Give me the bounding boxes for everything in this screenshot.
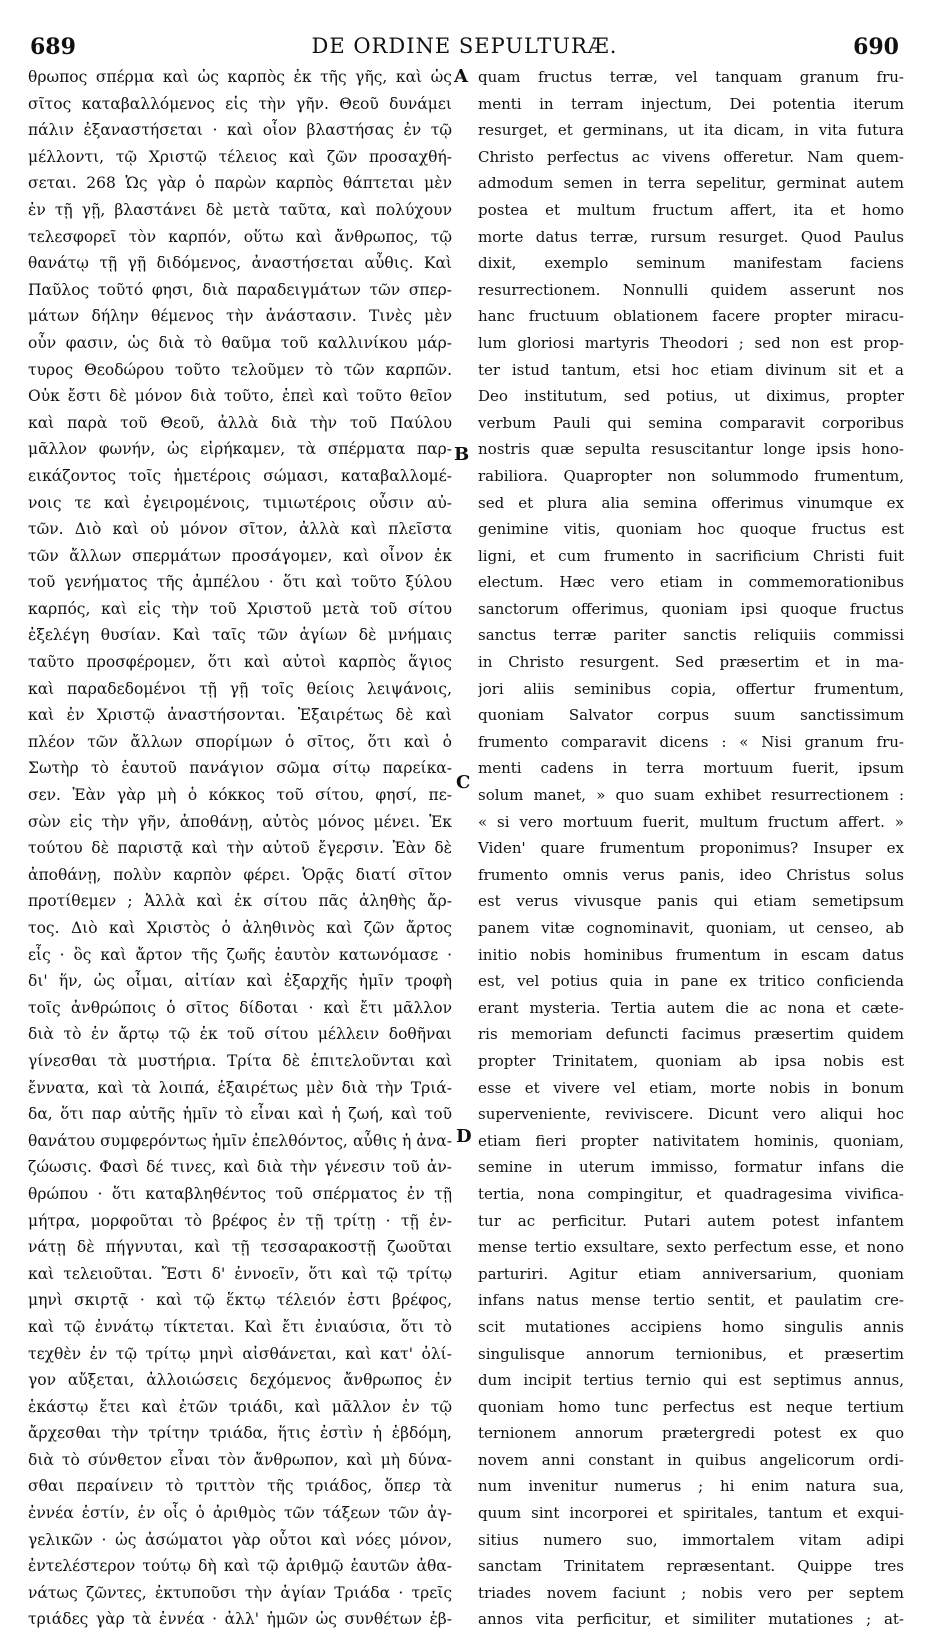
latin-text-line: annos vita perficitur, et similiter mutationes ; at- (478, 1610, 904, 1629)
latin-text-line: quam fructus terræ, vel tanquam granum fru- (478, 68, 904, 86)
greek-text-line: ἐντελέστερον τούτῳ δὴ καὶ τῷ ἀριθμῷ ἑαυτῶν ἀθα- (28, 1557, 452, 1576)
greek-text-line: Οὐκ ἔστι δὲ μόνον διὰ τοῦτο, ἐπεὶ καὶ τοῦτο θεῖον (28, 387, 452, 406)
greek-text-line: προτίθεμεν ; Ἀλλὰ καὶ ἐκ σίτου πᾶς ἀληθὴς ἄρ- (28, 892, 452, 911)
greek-text-column (28, 64, 452, 1633)
latin-text-line: quoniam homo tunc perfectus est neque tertium (478, 1397, 904, 1416)
latin-text-line: mense tertio exsultare, sexto perfectum esse, et nono (478, 1238, 904, 1257)
latin-text-line: num invenitur numerus ; hi enim natura sua, (478, 1477, 904, 1496)
greek-text-line: γον αὔξεται, ἀλλοιώσεις δεχόμενος ἄνθρωπος ἐν (28, 1371, 452, 1390)
latin-text-line: verbum Pauli qui semina comparavit corporibus (478, 413, 904, 432)
margin-marker-b: B (454, 444, 470, 465)
latin-text-line: genimine vitis, quoniam hoc quoque fructus est (478, 520, 904, 539)
page-number-right: 690 (853, 34, 899, 60)
latin-text-line: sanctam Trinitatem repræsentant. Quippe tres (478, 1557, 904, 1576)
latin-text-line: est, vel potius quia in pane ex tritico conficienda (478, 972, 904, 991)
latin-text-line: sanctorum offerimus, quoniam ipsi quoque fructus (478, 599, 904, 618)
greek-text-line: καὶ τῷ ἐννάτῳ τίκτεται. Καὶ ἔτι ἐνιαύσια, ὅτι τὸ (28, 1317, 452, 1336)
greek-text-line: νάτως ζῶντες, ἐκτυποῦσι τὴν ἁγίαν Τριάδα · τρεῖς (28, 1583, 452, 1602)
greek-text-line: θανάτῳ τῇ γῇ διδόμενος, ἀναστήσεται αὖθις. Καὶ (28, 254, 452, 273)
latin-text-line: tur ac perficitur. Putari autem potest infantem (478, 1211, 904, 1230)
greek-text-line: τεχθὲν ἐν τῷ τρίτῳ μηνὶ αἰσθάνεται, καὶ κατ' ὀλί- (28, 1344, 452, 1363)
greek-text-line: ἀποθάνῃ, πολὺν καρπὸν φέρει. Ὁρᾷς διατί σῖτον (28, 865, 452, 884)
latin-text-line: Deo institutum, sed potius, ut diximus, propter (478, 387, 904, 406)
latin-text-line: hanc fructuum oblationem facere propter miracu- (478, 307, 904, 326)
latin-text-line: ternionem annorum prætergredi potest ex quo (478, 1424, 904, 1443)
greek-text-line: ἐξελέγη θυσίαν. Καὶ ταῖς τῶν ἁγίων δὲ μνήμαις (28, 626, 452, 645)
greek-text-line: μάτων δήλην θέμενος τὴν ἀνάστασιν. Τινὲς μὲν (28, 307, 452, 326)
greek-text-line: τριάδες γὰρ τὰ ἐννέα · ἀλλ' ἡμῶν ὡς συνθέτων ἑβ- (28, 1610, 452, 1629)
latin-text-line: postea et multum fructum affert, ita et homo (478, 200, 904, 219)
greek-text-line: τοῦ γενήματος τῆς ἀμπέλου · ὅτι καὶ τοῦτο ξύλου (28, 573, 452, 592)
latin-text-line: panem vitæ cognominavit, quoniam, ut censeo, ab (478, 919, 904, 937)
greek-text-line: πάλιν ἐξαναστήσεται · καὶ οἷον βλαστήσας ἐν τῷ (28, 121, 452, 140)
greek-text-line: καὶ τελειοῦται. Ἔστι δ' ἐννοεῖν, ὅτι καὶ τῷ τρίτῳ (28, 1264, 452, 1283)
greek-text-line: διὰ τὸ ἐν ἄρτῳ τῷ ἐκ τοῦ σίτου μέλλειν δοθῆναι (28, 1025, 452, 1044)
latin-text-line: frumento comparavit dicens : « Nisi granum fru- (478, 732, 904, 751)
latin-text-line: jori aliis seminibus copia, offertur frumentum, (478, 679, 904, 698)
greek-text-line: Σωτὴρ τὸ ἑαυτοῦ πανάγιον σῶμα σίτῳ παρείκα- (28, 759, 452, 778)
latin-text-line: sed et plura alia semina offerimus vinumque ex (478, 493, 904, 512)
greek-text-line: διὰ τὸ σύνθετον εἶναι τὸν ἄνθρωπον, καὶ μὴ δύνα- (28, 1450, 452, 1469)
greek-text-line: ἐν τῇ γῇ, βλαστάνει δὲ μετὰ ταῦτα, καὶ πολύχουν (28, 200, 452, 219)
latin-text-line: infans natus mense tertio sentit, et paulatim cre- (478, 1291, 904, 1310)
greek-text-line: ἐννέα ἐστίν, ἐν οἷς ὁ ἀριθμὸς τῶν τάξεων τῶν ἀγ- (28, 1504, 452, 1523)
latin-text-line: quum sint incorporei et spiritales, tantum et exqui- (478, 1504, 904, 1523)
latin-text-column (478, 64, 904, 1633)
latin-text-line: singulisque annorum ternionibus, et præsertim (478, 1344, 904, 1363)
latin-text-line: electum. Hæc vero etiam in commemorationibus (478, 573, 904, 592)
greek-text-line: μέλλοντι, τῷ Χριστῷ τέλειος καὶ ζῶν προσαχθή- (28, 147, 452, 166)
greek-text-line: δα, ὅτι παρ αὐτῆς ἡμῖν τὸ εἶναι καὶ ἡ ζωή, καὶ τοῦ (28, 1105, 452, 1124)
latin-text-line: tertia, nona compingitur, et quadragesima vivifica- (478, 1184, 904, 1203)
greek-text-line: ἔννατα, καὶ τὰ λοιπά, ἐξαιρέτως μὲν διὰ τὴν Τριά- (28, 1078, 452, 1097)
greek-text-line: τῶν. Διὸ καὶ οὐ μόνον σῖτον, ἀλλὰ καὶ πλεῖστα (28, 520, 452, 539)
latin-text-line: dixit, exemplo seminum manifestam faciens (478, 254, 904, 273)
latin-text-line: ris memoriam defuncti facimus præsertim quidem (478, 1025, 904, 1044)
latin-text-line: Christo perfectus ac vivens offeretur. Nam quem- (478, 147, 904, 166)
page-header (22, 34, 907, 64)
greek-text-line: ἑκάστῳ ἔτει καὶ ἐτῶν τριάδι, καὶ μᾶλλον ἐν τῷ (28, 1397, 452, 1416)
greek-text-line: τελεσφορεῖ τὸν καρπόν, οὕτω καὶ ἄνθρωπος, τῷ (28, 227, 452, 246)
latin-text-line: menti in terram injectum, Dei potentia iterum (478, 94, 904, 113)
latin-text-line: resurget, et germinans, ut ita dicam, in vita futura (478, 121, 904, 140)
greek-text-line: δι' ἥν, ὡς οἶμαι, αἰτίαν καὶ ἐξαρχῆς ἡμῖν τροφὴ (28, 972, 452, 991)
latin-text-line: superveniente, reviviscere. Dicunt vero aliqui hoc (478, 1105, 904, 1124)
latin-text-line: admodum semen in terra sepelitur, germinat autem (478, 174, 904, 193)
latin-text-line: lum gloriosi martyris Theodori ; sed non est prop- (478, 333, 904, 352)
latin-text-line: erant mysteria. Tertia autem die ac nona et cæte- (478, 998, 904, 1017)
latin-text-line: parturiri. Agitur etiam anniversarium, quoniam (478, 1264, 904, 1283)
greek-text-line: τος. Διὸ καὶ Χριστὸς ὁ ἀληθινὸς καὶ ζῶν ἄρτος (28, 919, 452, 937)
latin-text-line: frumento omnis verus panis, ideo Christus solus (478, 865, 904, 884)
latin-text-line: Viden' quare frumentum proponimus? Insuper ex (478, 839, 904, 858)
greek-text-line: ἄρχεσθαι τὴν τρίτην τριάδα, ἥτις ἐστὶν ἡ ἑβδόμη, (28, 1424, 452, 1443)
page-number-left: 689 (30, 34, 76, 60)
greek-text-line: οὖν φασιν, ὡς διὰ τὸ θαῦμα τοῦ καλλινίκου μάρ- (28, 333, 452, 352)
latin-text-line: « si vero mortuum fuerit, multum fructum affert. » (478, 812, 904, 831)
running-title: DE ORDINE SEPULTURÆ. (311, 34, 618, 58)
latin-text-line: rabiliora. Quapropter non solummodo frumentum, (478, 466, 904, 485)
latin-text-line: initio nobis hominibus frumentum in escam datus (478, 945, 904, 964)
greek-text-line: τυρος Θεοδώρου τοῦτο τελοῦμεν τὸ τῶν καρπῶν. (28, 360, 452, 379)
latin-text-line: esse et vivere vel etiam, morte nobis in bonum (478, 1078, 904, 1097)
latin-text-line: ter istud tantum, etsi hoc etiam divinum sit et a (478, 360, 904, 379)
latin-text-line: in Christo resurgent. Sed præsertim et in ma- (478, 653, 904, 672)
greek-text-line: εἷς · ὃς καὶ ἄρτον τῆς ζωῆς ἑαυτὸν κατωνόμασε · (28, 945, 452, 964)
greek-text-line: τοῖς ἀνθρώποις ὁ σῖτος δίδοται · καὶ ἔτι μᾶλλον (28, 998, 452, 1017)
latin-text-line: triades novem faciunt ; nobis vero per septem (478, 1583, 904, 1602)
greek-text-line: καρπός, καὶ εἰς τὴν τοῦ Χριστοῦ μετὰ τοῦ σίτου (28, 599, 452, 618)
greek-text-line: σὼν εἰς τὴν γῆν, ἀποθάνῃ, αὐτὸς μόνος μένει. Ἐκ (28, 812, 452, 831)
greek-text-line: ταῦτο προσφέρομεν, ὅτι καὶ αὐτοὶ καρπὸς ἅγιος (28, 653, 452, 672)
greek-text-line: πλέον τῶν ἄλλων σπορίμων ὁ σῖτος, ὅτι καὶ ὁ (28, 732, 452, 751)
latin-text-line: scit mutationes accipiens homo singulis annis (478, 1317, 904, 1336)
margin-marker-d: D (456, 1126, 472, 1147)
greek-text-line: σεται. 268 Ὡς γὰρ ὁ παρὼν καρπὸς θάπτεται μὲν (28, 174, 452, 193)
latin-text-line: morte datus terræ, rursum resurget. Quod Paulus (478, 227, 904, 246)
greek-text-line: νάτῃ δὲ πήγνυται, καὶ τῇ τεσσαρακοστῇ ζωοῦται (28, 1238, 452, 1257)
latin-text-line: novem anni constant in quibus angelicorum ordi- (478, 1450, 904, 1469)
greek-text-line: καὶ ἐν Χριστῷ ἀναστήσονται. Ἐξαιρέτως δὲ καὶ (28, 706, 452, 725)
latin-text-line: solum manet, » quo suam exhibet resurrectionem : (478, 786, 904, 805)
greek-text-line: γίνεσθαι τὰ μυστήρια. Τρίτα δὲ ἐπιτελοῦνται καὶ (28, 1051, 452, 1070)
latin-text-line: propter Trinitatem, quoniam ab ipsa nobis est (478, 1051, 904, 1070)
greek-text-line: καὶ παραδεδομένοι τῇ γῇ τοῖς θείοις λειψάνοις, (28, 679, 452, 698)
greek-text-line: Παῦλος τοῦτό φησι, διὰ παραδειγμάτων τῶν σπερ- (28, 280, 452, 299)
latin-text-line: sitius numero suo, immortalem vitam adipi (478, 1530, 904, 1549)
latin-text-line: sanctus terræ pariter sanctis reliquiis commissi (478, 626, 904, 645)
greek-text-line: νοις τε καὶ ἐγειρομένοις, τιμιωτέροις οὖσιν αὐ- (28, 493, 452, 512)
greek-text-line: εικάζοντος τοῖς ἡμετέροις σώμασι, καταβαλλομέ- (28, 466, 452, 485)
greek-text-line: ζώωσις. Φασὶ δέ τινες, καὶ διὰ τὴν γένεσιν τοῦ ἀν- (28, 1158, 452, 1177)
latin-text-line: dum incipit tertius ternio qui est septimus annus, (478, 1371, 904, 1390)
latin-text-line: nostris quæ sepulta resuscitantur longe ipsis hono- (478, 440, 904, 459)
greek-text-line: γελικῶν · ὡς ἀσώματοι γὰρ οὗτοι καὶ νόες μόνον, (28, 1530, 452, 1549)
margin-marker-a: A (454, 66, 468, 87)
latin-text-line: quoniam Salvator corpus suum sanctissimum (478, 706, 904, 725)
latin-text-line: etiam fieri propter nativitatem hominis, quoniam, (478, 1131, 904, 1150)
greek-text-line: τούτου δὲ παριστᾷ καὶ τὴν αὐτοῦ ἔγερσιν. Ἐὰν δὲ (28, 839, 452, 858)
greek-text-line: μήτρα, μορφοῦται τὸ βρέφος ἐν τῇ τρίτῃ · τῇ ἐν- (28, 1211, 452, 1230)
greek-text-line: μᾶλλον φωνήν, ὡς εἰρήκαμεν, τὰ σπέρματα παρ- (28, 440, 452, 459)
greek-text-line: σεν. Ἐὰν γὰρ μὴ ὁ κόκκος τοῦ σίτου, φησί, πε- (28, 786, 452, 805)
greek-text-line: θρωπος σπέρμα καὶ ὡς καρπὸς ἐκ τῆς γῆς, καὶ ὡς (28, 68, 452, 86)
greek-text-line: τῶν ἄλλων σπερμάτων προσάγομεν, καὶ οἶνον ἐκ (28, 546, 452, 565)
greek-text-line: θρώπου · ὅτι καταβληθέντος τοῦ σπέρματος ἐν τῇ (28, 1184, 452, 1203)
greek-text-line: θανάτου συμφερόντως ἡμῖν ἐπελθόντος, αὖθις ἡ ἀνα- (28, 1131, 452, 1150)
latin-text-line: est verus vivusque panis qui etiam semetipsum (478, 892, 904, 911)
greek-text-line: καὶ παρὰ τοῦ Θεοῦ, ἀλλὰ διὰ τὴν τοῦ Παύλου (28, 413, 452, 432)
latin-text-line: ligni, et cum frumento in sacrificium Christi fuit (478, 546, 904, 565)
margin-marker-c: C (456, 772, 471, 793)
latin-text-line: resurrectionem. Nonnulli quidem asserunt nos (478, 280, 904, 299)
greek-text-line: σῖτος καταβαλλόμενος εἰς τὴν γῆν. Θεοῦ δυνάμει (28, 94, 452, 113)
latin-text-line: menti cadens in terra mortuum fuerit, ipsum (478, 759, 904, 778)
greek-text-line: σθαι περαίνειν τὸ τριττὸν τῆς τριάδος, ὅπερ τὰ (28, 1477, 452, 1496)
latin-text-line: semine in uterum immisso, formatur infans die (478, 1158, 904, 1177)
greek-text-line: μηνὶ σκιρτᾷ · καὶ τῷ ἕκτῳ τέλειόν ἐστι βρέφος, (28, 1291, 452, 1310)
